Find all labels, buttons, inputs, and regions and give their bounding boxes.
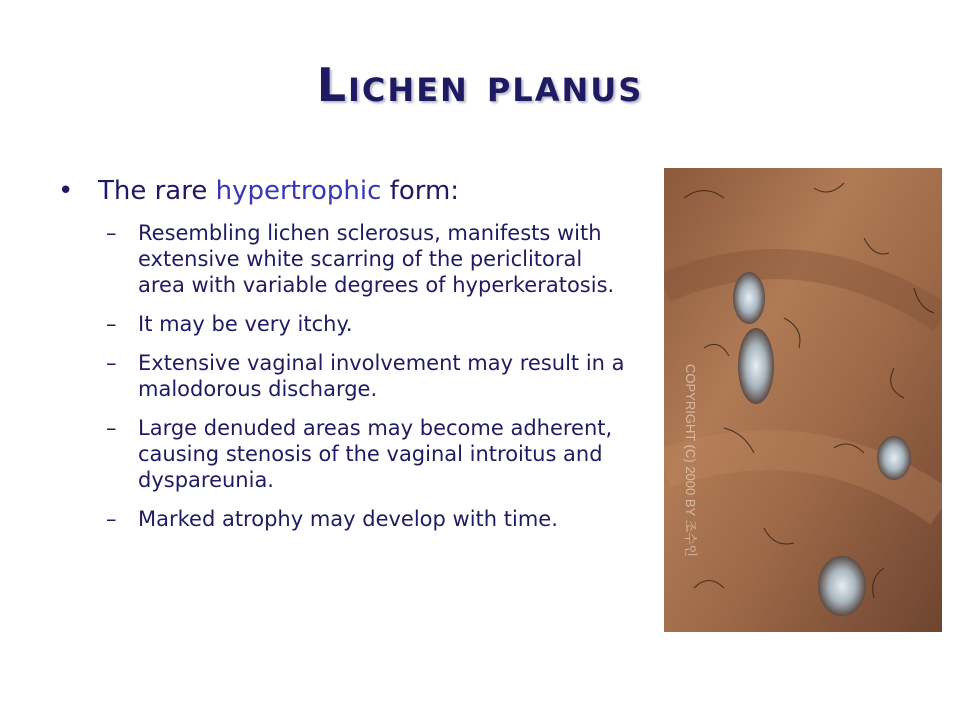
sub-bullet-text: Marked atrophy may develop with time. xyxy=(138,507,558,531)
dash: – xyxy=(106,416,117,440)
main-bullet-text xyxy=(98,176,459,206)
sub-bullet-text: Extensive vaginal involvement may result in a malodorous discharge. xyxy=(138,351,625,401)
main-bullet xyxy=(58,176,633,206)
sub-bullet-text: It may be very itchy. xyxy=(138,312,353,336)
photo-watermark: COPYRIGHT (C) 2000 BY 조수인 xyxy=(683,364,698,558)
dash: – xyxy=(106,221,117,245)
dash: – xyxy=(106,351,117,375)
sub-bullet-item xyxy=(106,220,633,298)
slide-body xyxy=(58,176,633,545)
sub-bullet-item xyxy=(106,311,633,337)
sub-bullet-item xyxy=(106,415,633,493)
slide-title: Lichen planus xyxy=(316,58,644,112)
dash: – xyxy=(106,312,117,336)
bullet-text-post: form: xyxy=(381,176,460,206)
dash: – xyxy=(106,507,117,531)
sub-bullet-list xyxy=(58,220,633,532)
clinical-photo xyxy=(664,168,942,632)
sub-bullet-item xyxy=(106,506,633,532)
sub-bullet-item xyxy=(106,350,633,402)
bullet-text-pre: The rare xyxy=(98,176,216,206)
bullet-dot: • xyxy=(58,176,74,206)
bullet-text-accent: hypertrophic xyxy=(215,176,382,206)
sub-bullet-text: Large denuded areas may become adherent, causing stenosis of the vaginal introitus and dyspareunia. xyxy=(138,416,613,492)
sub-bullet-text: Resembling lichen sclerosus, manifests with extensive white scarring of the periclitoral area with variable degrees of hyperkeratosis. xyxy=(138,221,615,297)
